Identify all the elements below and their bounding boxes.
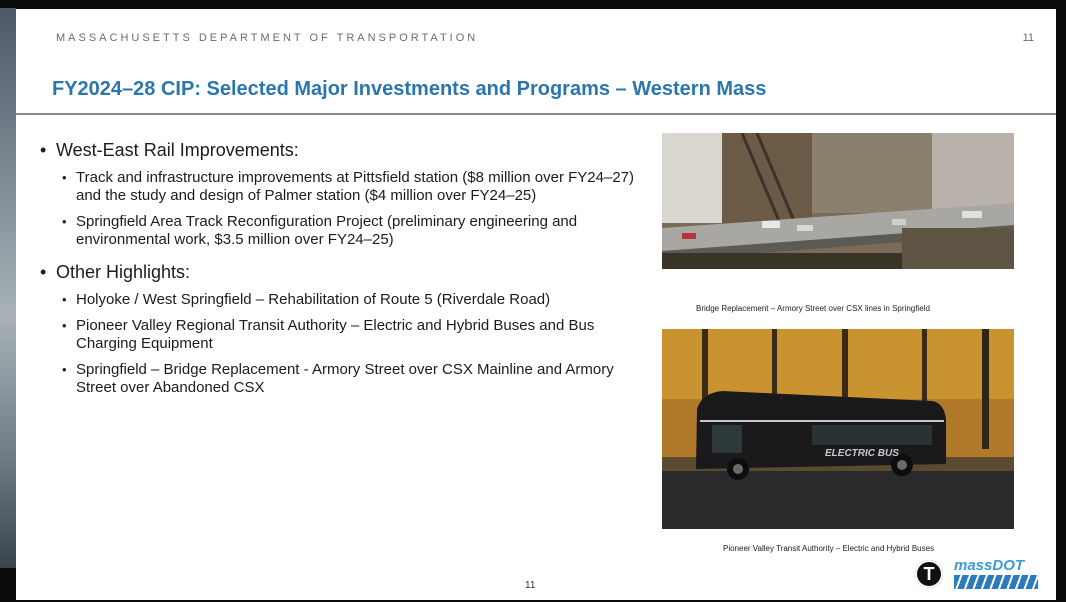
- slide-title: FY2024–28 CIP: Selected Major Investments and Programs – Western Mass: [52, 78, 767, 100]
- bridge-photo: [662, 133, 1014, 269]
- title-divider: [16, 113, 1056, 115]
- background-edge: [0, 8, 16, 568]
- massdot-logo-graphic: [954, 575, 1038, 589]
- bus-photo: [662, 329, 1014, 529]
- bullet-list: [38, 139, 638, 397]
- massdot-logo-text: massDOT: [954, 557, 1025, 574]
- sub-bullet-springfield-track: • Springfield Area Track Reconfiguration Project (preliminary engineering and environmental work, $3.5 million over FY24–25): [38, 213, 638, 249]
- sub-bullet-armory-street: • Springfield – Bridge Replacement - Armory Street over CSX Mainline and Armory Street over Abandoned CSX: [38, 361, 638, 397]
- mbta-t-logo: T: [915, 560, 943, 588]
- page-number-bottom: 11: [525, 580, 536, 591]
- bullet-west-east-rail: • West-East Rail Improvements:: [38, 139, 638, 161]
- massdot-logo: [954, 557, 1040, 593]
- bus-caption: Pioneer Valley Transit Authority – Electric and Hybrid Buses: [723, 544, 935, 553]
- sub-bullet-pittsfield: • Track and infrastructure improvements at Pittsfield station ($8 million over FY24–27) and the study and design of Palmer station ($4 million over FY24–25): [38, 169, 638, 205]
- agency-name: MASSACHUSETTS DEPARTMENT OF TRANSPORTATION: [56, 32, 479, 44]
- sub-bullet-holyoke: • Holyoke / West Springfield – Rehabilitation of Route 5 (Riverdale Road): [38, 291, 638, 309]
- bridge-caption: Bridge Replacement – Armory Street over CSX lines in Springfield: [696, 304, 930, 313]
- bullet-other-highlights: • Other Highlights:: [38, 261, 638, 283]
- slide: [16, 9, 1056, 600]
- bus-decal-text: ELECTRIC BUS: [825, 448, 899, 459]
- page-number-top: 11: [1022, 32, 1034, 44]
- sub-bullet-pvta: • Pioneer Valley Regional Transit Authority – Electric and Hybrid Buses and Bus Charging Equipment: [38, 317, 638, 353]
